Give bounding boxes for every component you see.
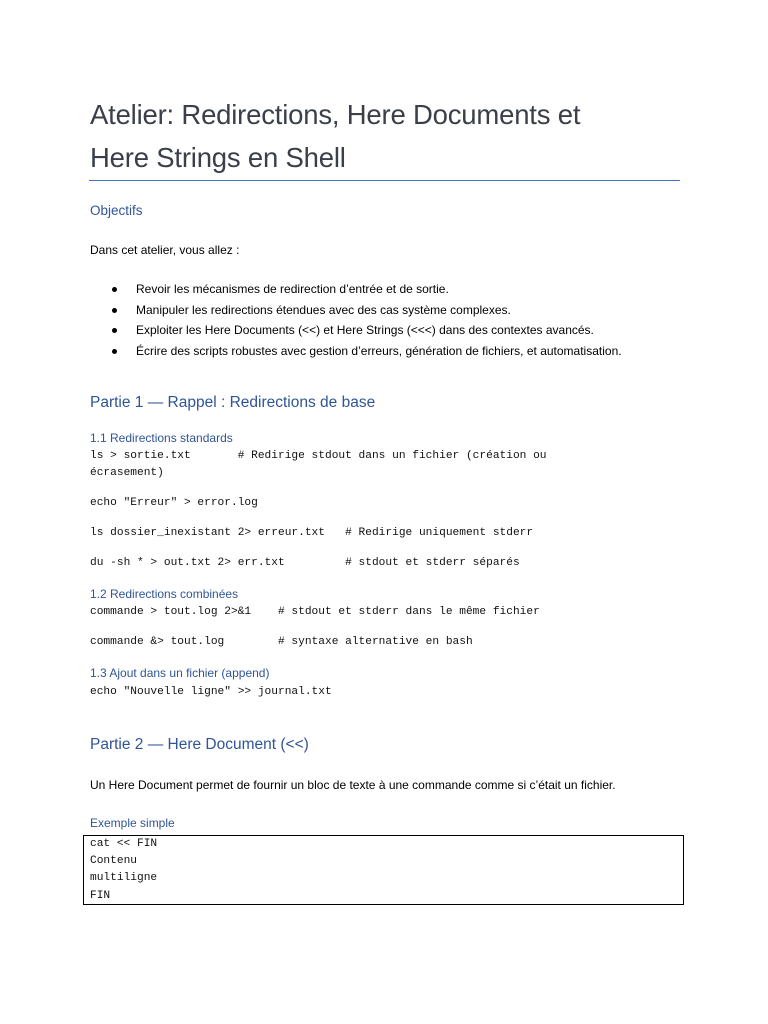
code-line: du -sh * > out.txt 2> err.txt # stdout et stderr séparés	[90, 557, 520, 569]
objectifs-list	[90, 279, 690, 361]
page-title	[90, 93, 690, 179]
code-line: Contenu	[90, 855, 137, 868]
code-line: commande &> tout.log # syntaxe alternative en bash	[90, 636, 473, 648]
objectifs-intro: Dans cet atelier, vous allez :	[90, 243, 240, 257]
title-line-2: Here Strings en Shell	[90, 142, 346, 173]
code-line: écrasement)	[90, 467, 164, 479]
code-line: multiligne	[90, 872, 158, 885]
bullet-icon	[112, 308, 117, 313]
list-item: Exploiter les Here Documents (<<) et Here Strings (<<<) dans des contextes avancés.	[90, 320, 690, 341]
code-line: ls > sortie.txt # Redirige stdout dans un fichier (création ou	[90, 450, 547, 462]
section-1-2-heading: 1.2 Redirections combinées	[90, 587, 239, 601]
title-underline	[89, 180, 680, 181]
code-line: cat << FIN	[90, 838, 158, 850]
section-1-1-heading: 1.1 Redirections standards	[90, 431, 233, 445]
code-line: FIN	[90, 889, 111, 902]
code-line: echo "Erreur" > error.log	[90, 497, 258, 509]
code-line: echo "Nouvelle ligne" >> journal.txt	[90, 686, 332, 698]
title-line-1: Atelier: Redirections, Here Documents et	[90, 99, 581, 130]
list-item: Revoir les mécanismes de redirection d’entrée et de sortie.	[90, 279, 690, 300]
partie1-heading: Partie 1 — Rappel : Redirections de base	[90, 394, 376, 411]
code-block	[83, 835, 684, 905]
bullet-icon	[112, 328, 117, 333]
objectifs-heading: Objectifs	[90, 203, 143, 218]
section-1-3-heading: 1.3 Ajout dans un fichier (append)	[90, 666, 270, 680]
code-line: ls dossier_inexistant 2> erreur.txt # Redirige uniquement stderr	[90, 527, 534, 539]
bullet-icon	[112, 287, 117, 292]
partie2-heading: Partie 2 — Here Document (<<)	[90, 736, 309, 753]
bullet-icon	[112, 349, 117, 354]
list-item: Écrire des scripts robustes avec gestion d’erreurs, génération de fichiers, et automatisation.	[90, 341, 690, 362]
partie2-intro: Un Here Document permet de fournir un bloc de texte à une commande comme si c’était un fichier.	[90, 778, 616, 792]
code-line: commande > tout.log 2>&1 # stdout et stderr dans le même fichier	[90, 606, 540, 618]
list-item: Manipuler les redirections étendues avec des cas système complexes.	[90, 300, 690, 321]
code-block-content	[90, 836, 157, 905]
example-heading: Exemple simple	[90, 816, 175, 830]
